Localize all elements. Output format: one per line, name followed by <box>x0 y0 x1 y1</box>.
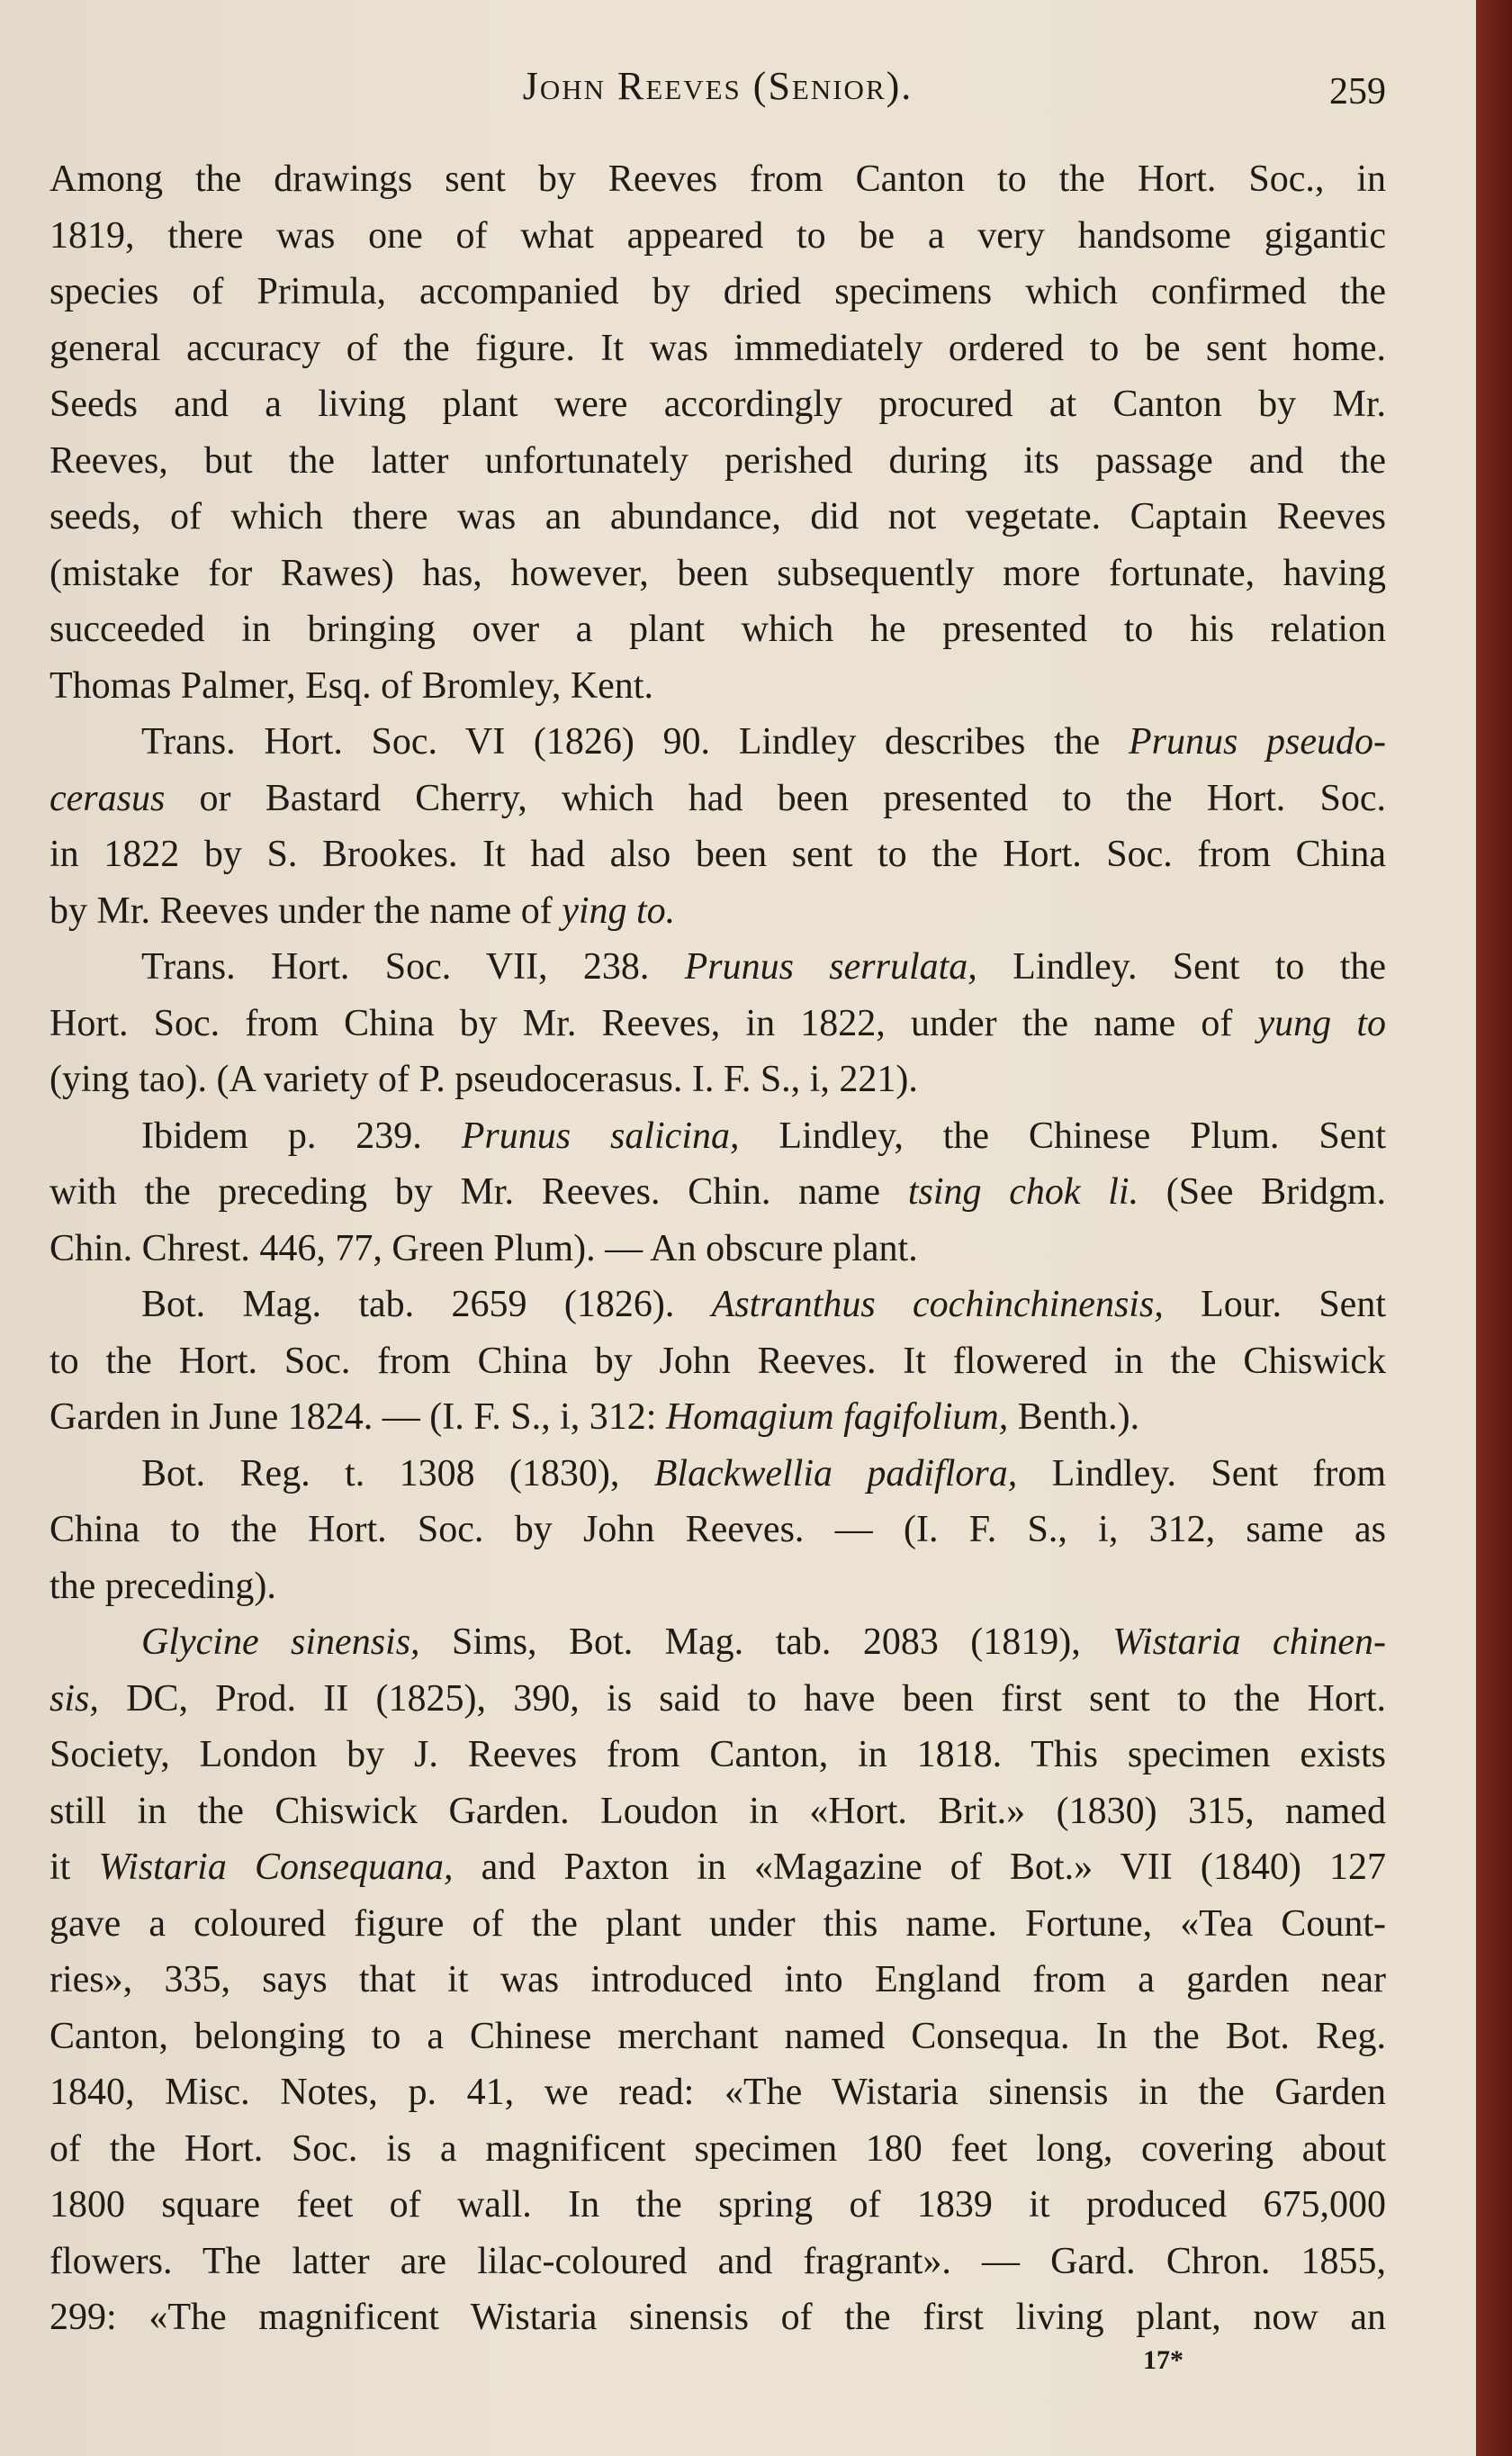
text-run: by Mr. Reeves under the name of <box>50 889 562 932</box>
text-line: Chin. Chrest. 446, 77, Green Plum). — An obscure plant. <box>50 1227 918 1269</box>
page-number: 259 <box>1329 71 1386 113</box>
species-name: Prunus pseudo- <box>1129 721 1386 763</box>
paragraph-prunus-pseudocerasus <box>50 714 1386 939</box>
text-run: Ibidem p. 239. <box>141 1115 462 1157</box>
text-run: DC, Prod. II (1825), 390, is said to have been first sent to the Hort. <box>98 1677 1386 1720</box>
running-title: John Reeves (Senior). <box>522 64 914 108</box>
text-line: seeds, of which there was an abundance, did not vegetate. Captain Reeves <box>50 496 1386 537</box>
text-line: Society, London by J. Reeves from Canton, in 1818. This specimen exists <box>50 1734 1386 1775</box>
species-name: cerasus <box>50 777 166 819</box>
text-line <box>50 1614 1386 1671</box>
text-run: Lour. Sent <box>1163 1284 1386 1325</box>
text-run: Bot. Reg. t. 1308 (1830), <box>141 1452 654 1494</box>
text-line: in 1822 by S. Brookes. It had also been sent to the Hort. Soc. from China <box>50 834 1386 875</box>
text-run: Trans. Hort. Soc. VI (1826) 90. Lindley describes the <box>141 721 1129 763</box>
text-run: Garden in June 1824. — (I. F. S., i, 312: <box>50 1396 666 1438</box>
paragraph-primula <box>50 151 1386 714</box>
species-name: Wistaria Consequana, <box>98 1847 454 1888</box>
text-line: of the Hort. Soc. is a magnificent specimen 180 feet long, covering about <box>50 2127 1386 2170</box>
text-run: it <box>50 1847 99 1888</box>
text-line <box>50 996 1386 1052</box>
text-run: Lindley. Sent to the <box>976 946 1387 988</box>
page-body <box>50 151 1386 2346</box>
text-line: flowers. The latter are lilac-coloured and fragrant». — Gard. Chron. 1855, <box>50 2240 1386 2282</box>
text-line <box>50 939 1386 996</box>
species-name: Blackwellia padiflora, <box>653 1452 1018 1494</box>
text-line: (ying tao). (A variety of P. pseudocerasus. I. F. S., i, 221). <box>50 1059 918 1100</box>
text-line: Reeves, but the latter unfortunately perished during its passage and the <box>50 439 1386 482</box>
species-name: Glycine sinensis, <box>141 1621 420 1663</box>
text-line: succeeded in bringing over a plant which he presented to his relation <box>50 609 1386 650</box>
paragraph-wistaria <box>50 1614 1386 2346</box>
chinese-name: yung to <box>1257 1002 1386 1044</box>
text-line <box>50 714 1386 771</box>
text-line: Canton, belonging to a Chinese merchant named Consequa. In the Bot. Reg. <box>50 2015 1386 2057</box>
text-run: and Paxton in «Magazine of Bot.» VII (1840) 127 <box>453 1847 1386 1888</box>
species-name: Wistaria chinen- <box>1112 1621 1386 1663</box>
text-line: species of Primula, accompanied by dried specimens which confirmed the <box>50 271 1386 312</box>
text-line: 1840, Misc. Notes, p. 41, we read: «The Wistaria sinensis in the Garden <box>50 2072 1386 2113</box>
text-line: the preceding). <box>50 1565 276 1607</box>
signature-mark: 17* <box>1143 2345 1184 2375</box>
text-line <box>50 1446 1386 1503</box>
species-name: Homagium fagifolium, <box>665 1396 1009 1438</box>
text-line <box>50 883 1386 940</box>
text-line: Thomas Palmer, Esq. of Bromley, Kent. <box>50 664 653 707</box>
text-run: or Bastard Cherry, which had been presented to the Hort. Soc. <box>165 777 1386 819</box>
species-name: sis, <box>50 1677 99 1720</box>
text-run: Benth.). <box>1008 1396 1140 1438</box>
text-line <box>50 1671 1386 1728</box>
text-line: still in the Chiswick Garden. Loudon in «Hort. Brit.» (1830) 315, named <box>50 1790 1386 1832</box>
text-line: 1819, there was one of what appeared to be a very handsome gigantic <box>50 214 1386 257</box>
text-line: gave a coloured figure of the plant under this name. Fortune, «Tea Count- <box>50 1902 1386 1945</box>
text-line: Seeds and a living plant were accordingly procured at Canton by Mr. <box>50 384 1386 425</box>
text-line <box>50 1839 1386 1896</box>
text-run: Bot. Mag. tab. 2659 (1826). <box>141 1284 712 1325</box>
paragraph-blackwellia <box>50 1446 1386 1615</box>
paragraph-astranthus <box>50 1277 1386 1446</box>
text-line: China to the Hort. Soc. by John Reeves. — (I. F. S., i, 312, same as <box>50 1509 1386 1550</box>
text-line <box>50 1389 1386 1446</box>
text-run: (See Bridgm. <box>1138 1171 1386 1213</box>
text-line <box>50 1108 1386 1165</box>
text-line <box>50 1164 1386 1221</box>
book-cover-edge <box>1476 0 1512 2456</box>
page-header <box>50 63 1386 126</box>
text-run: Trans. Hort. Soc. VII, 238. <box>141 946 685 988</box>
chinese-name: tsing chok li. <box>907 1171 1139 1213</box>
paragraph-prunus-serrulata <box>50 939 1386 1108</box>
paragraph-prunus-salicina <box>50 1108 1386 1278</box>
text-line: to the Hort. Soc. from China by John Reeves. It flowered in the Chiswick <box>50 1340 1386 1382</box>
species-name: Prunus serrulata, <box>684 946 977 988</box>
text-run: Hort. Soc. from China by Mr. Reeves, in 1822, under the name of <box>50 1002 1258 1044</box>
text-run: with the preceding by Mr. Reeves. Chin. name <box>50 1171 908 1213</box>
text-run: Lindley, the Chinese Plum. Sent <box>739 1115 1386 1157</box>
text-line: ries», 335, says that it was introduced into England from a garden near <box>50 1959 1386 2000</box>
text-line: 1800 square feet of wall. In the spring of 1839 it produced 675,000 <box>50 2184 1386 2226</box>
species-name: Prunus salicina, <box>461 1115 740 1157</box>
text-run: Sims, Bot. Mag. tab. 2083 (1819), <box>419 1621 1113 1663</box>
chinese-name: ying to. <box>562 889 676 932</box>
species-name: Astranthus cochinchinensis, <box>711 1284 1164 1325</box>
text-line <box>50 771 1386 827</box>
text-line: (mistake for Rawes) has, however, been subsequently more fortunate, having <box>50 552 1386 594</box>
text-line: 299: «The magnificent Wistaria sinensis of the first living plant, now an <box>50 2297 1386 2338</box>
text-line: Among the drawings sent by Reeves from Canton to the Hort. Soc., in <box>50 158 1386 200</box>
text-run: Lindley. Sent from <box>1017 1452 1387 1494</box>
text-line: general accuracy of the figure. It was immediately ordered to be sent home. <box>50 327 1386 369</box>
text-line <box>50 1277 1386 1333</box>
